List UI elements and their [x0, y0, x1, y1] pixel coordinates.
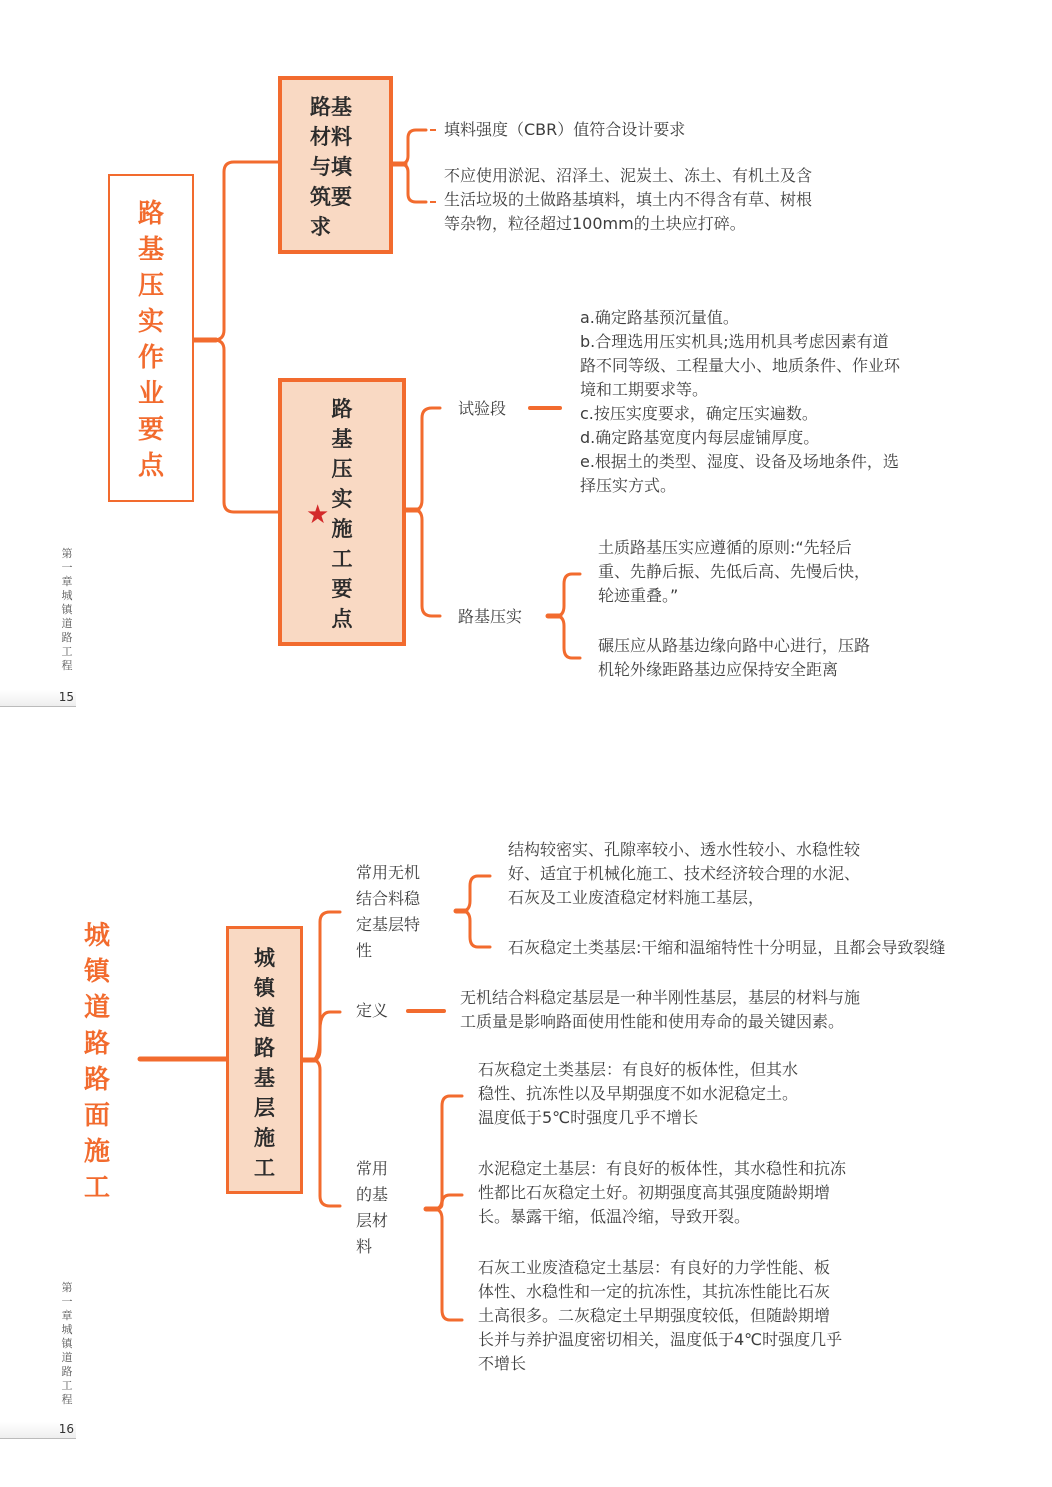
- text-line: 择压实方式。: [580, 476, 677, 495]
- leaf-test-section-steps: [580, 306, 900, 498]
- tab-char: 镇: [61, 1337, 73, 1350]
- tab-char: 城: [61, 589, 73, 602]
- branch-title-char: 压: [331, 457, 353, 481]
- root-title-char: 压: [137, 271, 164, 301]
- root-title-char: 作: [137, 343, 164, 373]
- branch-title-char: 施: [331, 517, 353, 541]
- tab-char: 镇: [61, 603, 73, 616]
- node-title-char: 基: [254, 1066, 275, 1090]
- node-title-char: 施: [254, 1126, 275, 1150]
- text-line: b.合理选用压实机具;选用机具考虑因素有道: [580, 332, 889, 351]
- text-line: 长。暴露干缩，低温冷缩，导致开裂。: [478, 1207, 751, 1226]
- label-inorganic-base-properties: [356, 860, 420, 964]
- tab-char: 程: [61, 659, 73, 672]
- leaf-cbr-requirement: 填料强度（CBR）值符合设计要求: [444, 120, 686, 139]
- node-title-char: 路: [254, 1036, 275, 1060]
- leaf-rolling-direction: [598, 634, 870, 682]
- branch-title-line: 求: [310, 215, 331, 239]
- text-line: 土高很多。二灰稳定土早期强度较低，但随龄期增: [478, 1306, 831, 1325]
- branch-title-line: 与填: [310, 155, 352, 179]
- root-title-char: 面: [84, 1101, 111, 1131]
- text-line: 石灰稳定土类基层：有良好的板体性，但其水: [478, 1060, 799, 1079]
- tab-char: 道: [61, 1351, 73, 1364]
- tab-char: 一: [61, 561, 73, 574]
- text-line: d.确定路基宽度内每层虚铺厚度。: [580, 428, 820, 447]
- text-line: e.根据土的类型、湿度、设备及场地条件，选: [580, 452, 899, 471]
- root-title-char: 路: [137, 199, 164, 229]
- root-title-char: 路: [84, 1065, 111, 1095]
- tab-char: 工: [61, 1379, 73, 1392]
- node-title-char: 工: [254, 1156, 275, 1180]
- tab-char: 程: [61, 1393, 73, 1406]
- text-line: 水泥稳定土基层：有良好的板体性，其水稳性和抗冻: [478, 1159, 847, 1178]
- text-line: 不应使用淤泥、沼泽土、泥炭土、冻土、有机土及含: [444, 166, 813, 185]
- text-line: 石灰及工业废渣稳定材料施工基层，: [508, 888, 765, 907]
- label-common-base-materials: [356, 1156, 388, 1260]
- label-line: 层材: [356, 1211, 389, 1230]
- text-line: 性都比石灰稳定土好。初期强度高其强度随龄期增: [478, 1183, 831, 1202]
- node-title-char: 道: [254, 1006, 275, 1030]
- root-title-char: 施: [84, 1137, 111, 1167]
- tab-char: 城: [61, 1323, 73, 1336]
- tab-char: 工: [61, 645, 73, 658]
- text-line: 无机结合料稳定基层是一种半刚性基层，基层的材料与施: [460, 988, 861, 1007]
- root-title-char: 实: [137, 307, 164, 337]
- root-title-char: 城: [84, 921, 111, 951]
- branch-title-line: 路基: [310, 95, 352, 119]
- label-line: 性: [356, 941, 373, 960]
- label-line: 常用: [356, 1159, 389, 1178]
- text-line: a.确定路基预沉量值。: [580, 308, 739, 327]
- leaf-definition-text: [460, 986, 860, 1034]
- tab-char: 第: [61, 1281, 73, 1294]
- branch-title-char: 要: [331, 577, 353, 601]
- root-title: [110, 176, 192, 484]
- branch-title-line: 筑要: [310, 185, 352, 209]
- root-title-char: 路: [84, 1029, 111, 1059]
- text-line: 稳性、抗冻性以及早期强度不如水泥稳定土。: [478, 1084, 799, 1103]
- text-line: 碾压应从路基边缘向路中心进行，压路: [598, 636, 871, 655]
- label-definition: 定义: [356, 1001, 389, 1020]
- text-line: 轮迹重叠。”: [598, 586, 679, 605]
- text-line: 生活垃圾的土做路基填料，填土内不得含有草、树根: [444, 190, 813, 209]
- text-line: c.按压实度要求，确定压实遍数。: [580, 404, 818, 423]
- node-base-course-construction: [226, 926, 303, 1194]
- text-line: 石灰工业废渣稳定土基层：有良好的力学性能、板: [478, 1258, 831, 1277]
- page-number: 15: [0, 690, 76, 707]
- text-line: 境和工期要求等。: [580, 380, 709, 399]
- tab-char: 一: [61, 1295, 73, 1308]
- text-line: 体性、水稳性和一定的抗冻性，其抗冻性能比石灰: [478, 1282, 831, 1301]
- leaf-prohibited-fill: [444, 164, 812, 236]
- leaf-base-characteristics: [508, 838, 860, 910]
- leaf-lime-stabilized-soil: [478, 1058, 798, 1130]
- branch-title: [282, 80, 389, 242]
- chapter-side-tab: [60, 547, 74, 673]
- text-line: 温度低于5℃时强度几乎不增长: [478, 1108, 699, 1127]
- root-title-char: 业: [137, 379, 164, 409]
- tab-char: 路: [61, 631, 73, 644]
- root-title-char: 基: [137, 235, 164, 265]
- chapter-side-tab: [60, 1281, 74, 1407]
- label-line: 料: [356, 1237, 373, 1256]
- label-subgrade-compaction: 路基压实: [458, 607, 523, 626]
- leaf-compaction-principle: [598, 536, 870, 608]
- text-line: 长并与养护温度密切相关，温度低于4℃时强度几乎: [478, 1330, 843, 1349]
- node-title-char: 层: [254, 1096, 275, 1120]
- branch-title-char: 点: [331, 607, 353, 631]
- label-line: 定基层特: [356, 915, 421, 934]
- text-line: 路不同等级、工程量大小、地质条件、作业环: [580, 356, 901, 375]
- node-title-char: 城: [254, 946, 275, 970]
- tab-char: 章: [61, 1309, 73, 1322]
- branch-title-char: 路: [331, 397, 353, 421]
- branch-subgrade-materials: [278, 76, 393, 254]
- text-line: 等杂物，粒径超过100mm的土块应打碎。: [444, 214, 746, 233]
- root-node-road-surface: [84, 918, 110, 1206]
- branch-title: [282, 382, 402, 634]
- text-line: 土质路基压实应遵循的原则:“先轻后: [598, 538, 852, 557]
- text-line: 不增长: [478, 1354, 527, 1373]
- label-test-section: 试验段: [458, 399, 507, 418]
- page-number: 16: [0, 1422, 76, 1439]
- branch-compaction-key-points: [278, 378, 406, 646]
- root-title-char: 工: [84, 1173, 111, 1203]
- node-title: [229, 929, 300, 1183]
- text-line: 好、适宜于机械化施工、技术经济较合理的水泥、: [508, 864, 861, 883]
- text-line: 机轮外缘距路基边应保持安全距离: [598, 660, 839, 679]
- tab-char: 路: [61, 1365, 73, 1378]
- branch-title-line: 材料: [310, 125, 352, 149]
- root-title-char: 道: [84, 993, 111, 1023]
- label-line: 结合料稳: [356, 889, 421, 908]
- text-line: 工质量是影响路面使用性能和使用寿命的最关键因素。: [460, 1012, 845, 1031]
- label-line: 常用无机: [356, 863, 421, 882]
- leaf-lime-industrial-waste: [478, 1256, 842, 1376]
- tab-char: 章: [61, 575, 73, 588]
- branch-title-char: 工: [331, 547, 353, 571]
- text-line: 重、先静后振、先低后高、先慢后快，: [598, 562, 871, 581]
- root-title-char: 要: [137, 415, 164, 445]
- node-title-char: 镇: [254, 976, 275, 1000]
- leaf-lime-shrinkage: 石灰稳定土类基层:干缩和温缩特性十分明显，且都会导致裂缝: [508, 938, 946, 957]
- branch-title-char: 基: [331, 427, 353, 451]
- tab-char: 道: [61, 617, 73, 630]
- text-line: 结构较密实、孔隙率较小、透水性较小、水稳性较: [508, 840, 861, 859]
- tab-char: 第: [61, 547, 73, 560]
- root-title-char: 点: [137, 451, 164, 481]
- leaf-cement-stabilized-soil: [478, 1157, 846, 1229]
- root-title-char: 镇: [84, 957, 111, 987]
- label-line: 的基: [356, 1185, 389, 1204]
- star-icon: ★: [306, 500, 330, 530]
- root-node-subgrade-compaction: [108, 174, 194, 502]
- branch-title-char: 实: [331, 487, 353, 511]
